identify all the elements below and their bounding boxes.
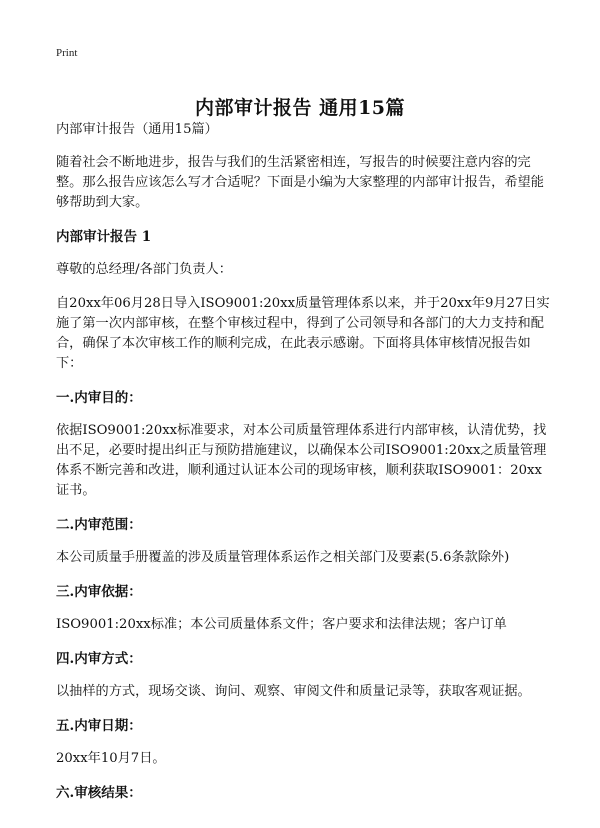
section-body-date: 20xx年10月7日。: [56, 751, 166, 766]
section-heading-basis: 三.内审依据：: [56, 584, 142, 600]
section-body-scope: 本公司质量手册覆盖的涉及质量管理体系运作之相关部门及要素(5.6条款除外): [56, 550, 510, 565]
section-heading-method: 四.内审方式：: [56, 651, 142, 667]
section-heading-scope: 二.内审范围：: [56, 517, 142, 533]
opening-paragraph: 自20xx年06月28日导入ISO9001:20xx质量管理体系以来，并于20xx年9月27日实施了第一次内部审核，在整个审核过程中，得到了公司领导和各部门的大力支持和配合，确保了本次审核工作的顺利完成，在此表示感谢。下面将具体审核情况报告如下：: [56, 296, 550, 371]
section-heading-purpose: 一.内审目的：: [56, 390, 142, 406]
section-heading-results: 六.审核结果：: [56, 785, 142, 801]
salutation: 尊敬的总经理/各部门负责人：: [56, 262, 232, 277]
document-subtitle: 内部审计报告（通用15篇）: [56, 122, 218, 137]
section-heading-date: 五.内审日期：: [56, 718, 142, 734]
report-heading: 内部审计报告 1: [56, 229, 152, 245]
print-link[interactable]: Print: [56, 47, 78, 59]
intro-paragraph: 随着社会不断地进步，报告与我们的生活紧密相连，写报告的时候要注意内容的完整。那么报告应该怎么写才合适呢？下面是小编为大家整理的内部审计报告，希望能够帮助到大家。: [56, 155, 544, 210]
section-body-purpose: 依据ISO9001:20xx标准要求，对本公司质量管理体系进行内部审核，认清优势，找出不足，必要时提出纠正与预防措施建议，以确保本公司ISO9001:20xx之质量管理体系不断完善和改进，顺利通过认证本公司的现场审核，顺利获取ISO9001：20xx证书。: [56, 423, 547, 498]
section-body-method: 以抽样的方式，现场交谈、询问、观察、审阅文件和质量记录等，获取客观证据。: [56, 684, 531, 699]
page-title: 内部审计报告 通用15篇: [194, 96, 406, 119]
document-body: [56, 120, 552, 803]
section-body-basis: ISO9001:20xx标准；本公司质量体系文件；客户要求和法律法规；客户订单: [56, 617, 507, 632]
